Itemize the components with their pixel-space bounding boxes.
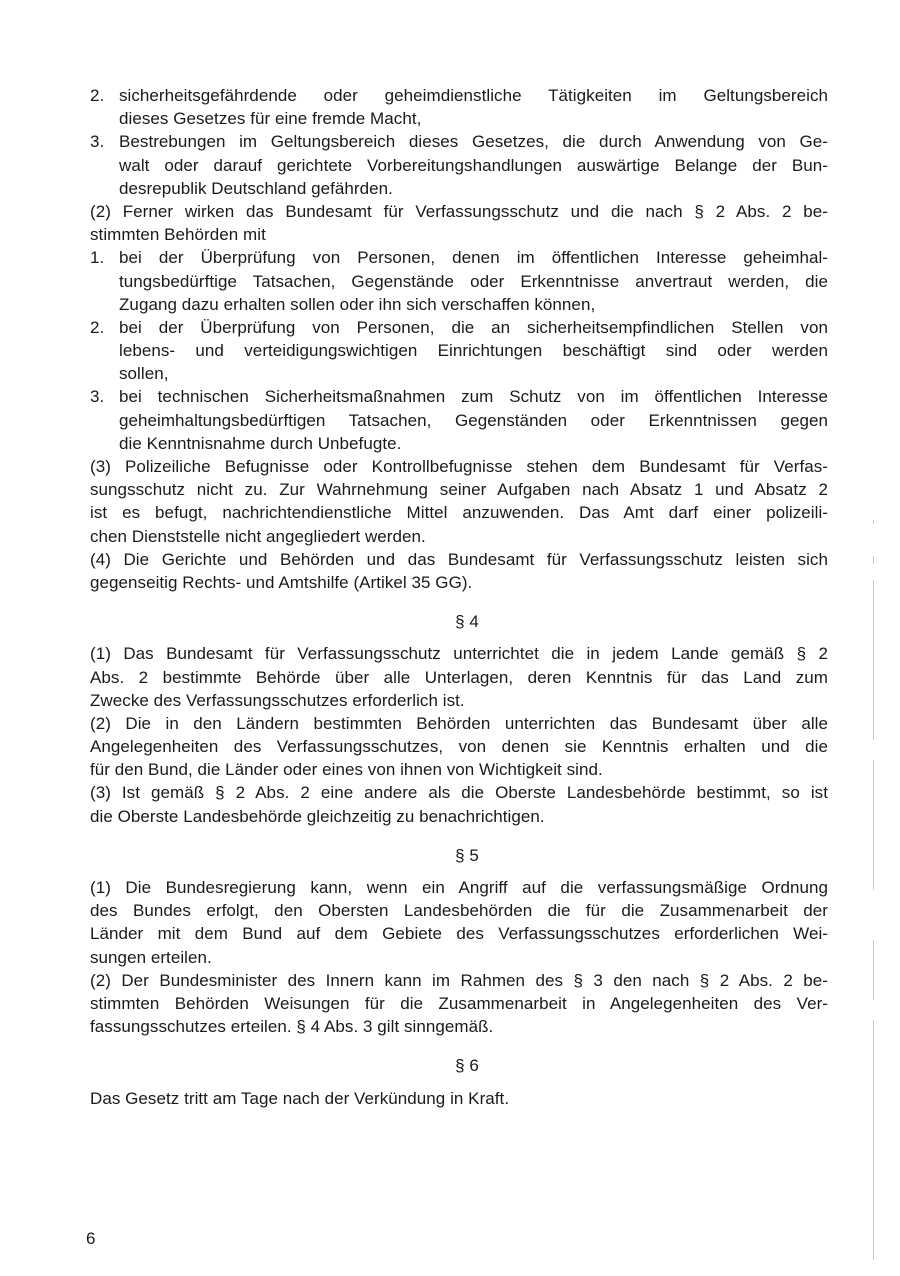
numbered-list-block1	[90, 84, 828, 200]
section-paragraph	[90, 781, 828, 827]
section-paragraph	[90, 712, 828, 782]
page-number: 6	[86, 1229, 96, 1248]
item-number: 3.	[90, 132, 105, 152]
text-line: lebens- und verteidigungswichtigen Einrichtungen beschäftigt sind oder werden	[119, 341, 828, 361]
text-line: dieses Gesetzes für eine fremde Macht,	[119, 109, 422, 129]
text-line: sicherheitsgefährdende oder geheimdienstliche Tätigkeiten im Geltungsbereich	[119, 86, 828, 105]
section-heading: § 4	[455, 612, 479, 632]
text-line: chen Dienststelle nicht angegliedert werden.	[90, 526, 426, 546]
item-number: 2.	[90, 86, 105, 105]
list-item	[90, 246, 828, 316]
list-item	[90, 316, 828, 386]
text-line: Abs. 2 bestimmte Behörde über alle Unterlagen, deren Kenntnis für das Land zum	[90, 667, 828, 687]
section-paragraph	[90, 969, 828, 1039]
text-line: (2) Der Bundesminister des Innern kann im Rahmen des § 3 den nach § 2 Abs. 2 be-	[90, 970, 828, 990]
text-line: sollen,	[119, 364, 169, 384]
paragraph-3	[90, 455, 828, 548]
text-line: desrepublik Deutschland gefährden.	[119, 178, 393, 198]
text-line: Zugang dazu erhalten sollen oder ihn sich verschaffen können,	[119, 294, 596, 314]
list-item	[90, 385, 828, 455]
list-item	[90, 130, 828, 200]
section-heading: § 5	[455, 845, 479, 865]
section-6	[90, 1054, 828, 1109]
item-number: 3.	[90, 387, 105, 407]
text-line: fassungsschutzes erteilen. § 4 Abs. 3 gilt sinngemäß.	[90, 1017, 494, 1037]
text-line: Das Gesetz tritt am Tage nach der Verkündung in Kraft.	[90, 1088, 510, 1108]
text-line: (2) Ferner wirken das Bundesamt für Verfassungsschutz und die nach § 2 Abs. 2 be-	[90, 201, 828, 221]
text-line: für den Bund, die Länder oder eines von ihnen von Wichtigkeit sind.	[90, 760, 603, 780]
list-item	[90, 84, 828, 130]
section-5	[90, 844, 828, 1039]
text-line: Zwecke des Verfassungsschutzes erforderlich ist.	[90, 690, 465, 710]
text-line: (3) Ist gemäß § 2 Abs. 2 eine andere als die Oberste Landesbehörde bestimmt, so ist	[90, 783, 828, 803]
section-paragraph	[90, 876, 828, 969]
text-line: sungen erteilen.	[90, 947, 212, 967]
scan-margin-marks	[872, 520, 876, 1260]
text-line: stimmten Behörden Weisungen für die Zusammenarbeit in Angelegenheiten des Ver-	[90, 993, 828, 1013]
text-line: (3) Polizeiliche Befugnisse oder Kontrollbefugnisse stehen dem Bundesamt für Verfas-	[90, 457, 828, 476]
paragraph-2	[90, 200, 828, 455]
text-line: (2) Die in den Ländern bestimmten Behörden unterrichten das Bundesamt über alle	[90, 713, 828, 733]
text-line: Bestrebungen im Geltungsbereich dieses Gesetzes, die durch Anwendung von Ge-	[119, 132, 828, 152]
text-line: ist es befugt, nachrichtendienstliche Mittel anzuwenden. Das Amt darf einer polizeili-	[90, 503, 828, 523]
section-4	[90, 610, 828, 828]
text-line: gegenseitig Rechts- und Amtshilfe (Artikel 35 GG).	[90, 572, 473, 592]
paragraph-4	[90, 548, 828, 594]
text-line: bei technischen Sicherheitsmaßnahmen zum Schutz von im öffentlichen Interesse	[119, 387, 828, 407]
text-line: die Kenntnisnahme durch Unbefugte.	[119, 433, 402, 453]
document-page	[90, 84, 828, 1110]
text-line: geheimhaltungsbedürftigen Tatsachen, Gegenständen oder Erkenntnissen gegen	[119, 410, 828, 430]
text-line: (1) Die Bundesregierung kann, wenn ein Angriff auf die verfassungsmäßige Ordnung	[90, 878, 828, 897]
text-line: tungsbedürftige Tatsachen, Gegenstände oder Erkenntnisse anvertraut werden, die	[119, 271, 828, 291]
text-line: (1) Das Bundesamt für Verfassungsschutz unterrichtet die in jedem Lande gemäß § 2	[90, 644, 828, 664]
text-line: die Oberste Landesbehörde gleichzeitig zu benachrichtigen.	[90, 806, 545, 826]
text-line: (4) Die Gerichte und Behörden und das Bundesamt für Verfassungsschutz leisten sich	[90, 549, 828, 569]
item-number: 2.	[90, 317, 105, 337]
item-number: 1.	[90, 248, 105, 268]
section-paragraph	[90, 642, 828, 712]
text-line: walt oder darauf gerichtete Vorbereitungshandlungen auswärtige Belange der Bun-	[119, 155, 828, 175]
text-line: sungsschutz nicht zu. Zur Wahrnehmung seiner Aufgaben nach Absatz 1 und Absatz 2	[90, 480, 828, 500]
text-line: bei der Überprüfung von Personen, denen im öffentlichen Interesse geheimhal-	[119, 248, 828, 268]
text-line: des Bundes erfolgt, den Obersten Landesbehörden die für die Zusammenarbeit der	[90, 901, 828, 921]
text-line: Länder mit dem Bund auf dem Gebiete des Verfassungsschutzes erforderlichen Wei-	[90, 924, 828, 944]
text-line: bei der Überprüfung von Personen, die an sicherheitsempfindlichen Stellen von	[119, 317, 828, 337]
section-heading: § 6	[455, 1056, 479, 1076]
text-line: stimmten Behörden mit	[90, 225, 266, 245]
text-line: Angelegenheiten des Verfassungsschutzes, von denen sie Kenntnis erhalten und die	[90, 737, 828, 757]
